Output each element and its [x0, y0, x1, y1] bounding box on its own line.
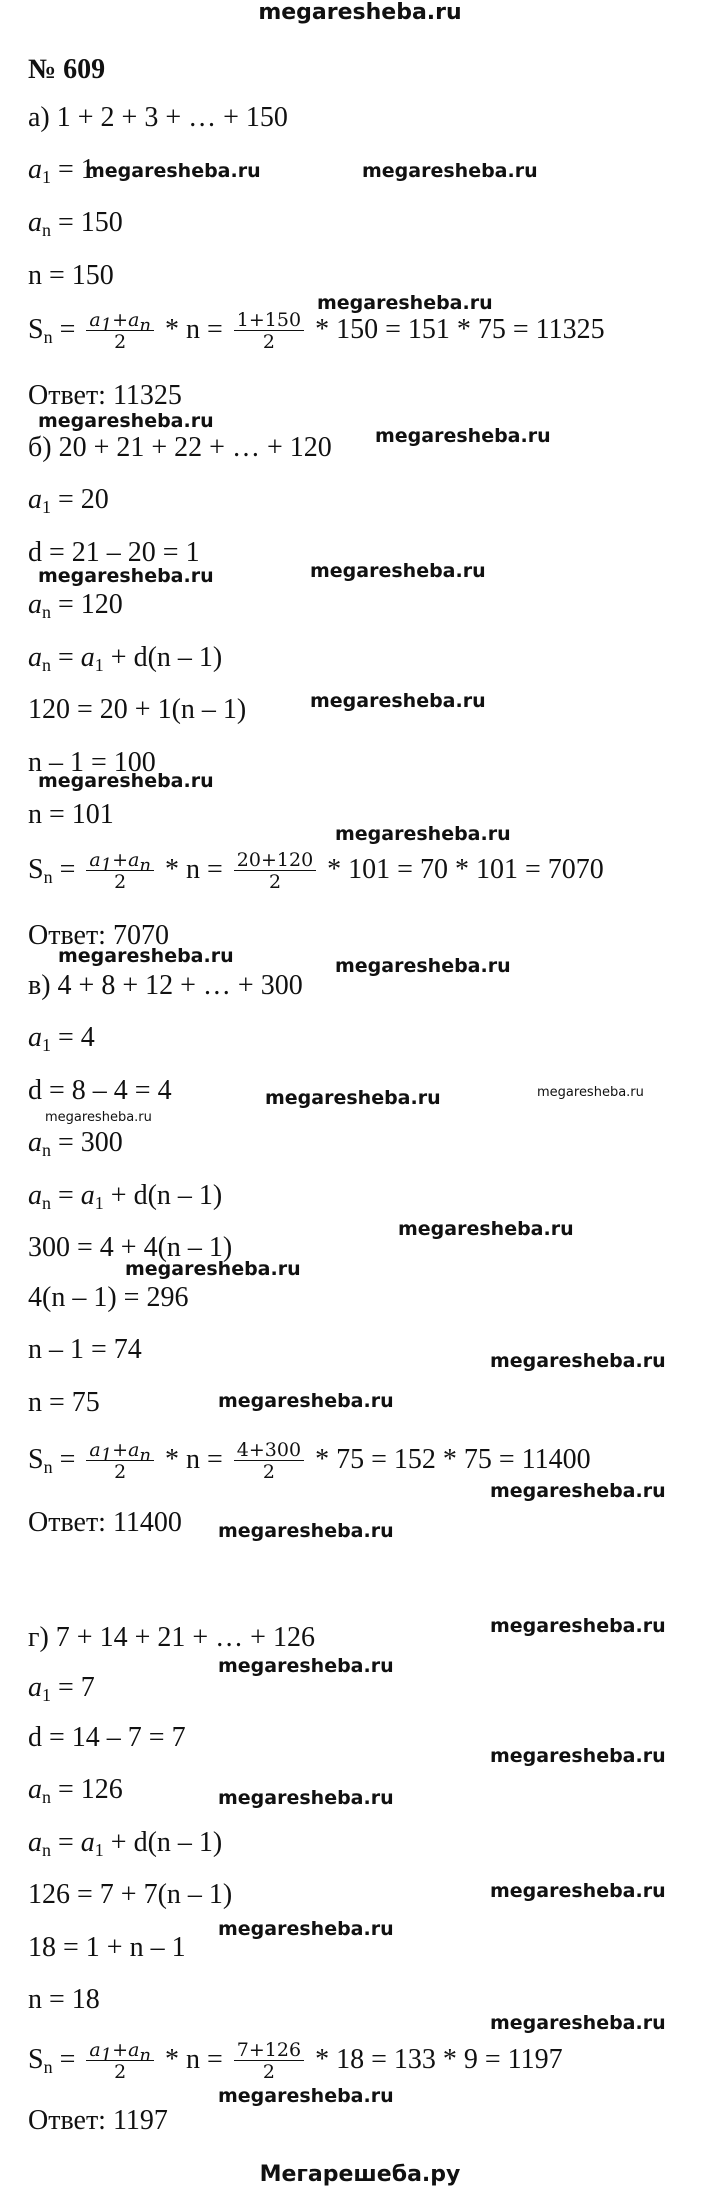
watermark: megaresheba.ru — [490, 1350, 666, 1372]
part-a-an: $a_n = 150$ — [28, 207, 123, 240]
part-v-title: в) 4 + 8 + 12 + … + 300 — [28, 970, 303, 1001]
part-b-sum: $S_n$ = $\frac{a_1+a_n}{2}$ * n = $\frac{20+120}{2}$ * 101 = 70 * 101 = 7070 — [28, 849, 604, 893]
part-a-answer: Ответ: 11325 — [28, 380, 182, 411]
part-g-d: d = 14 – 7 = 7 — [28, 1722, 186, 1753]
watermark: megaresheba.ru — [490, 2012, 666, 2034]
watermark: megaresheba.ru — [85, 160, 261, 182]
watermark: megaresheba.ru — [58, 945, 234, 967]
part-v-d: d = 8 – 4 = 4 — [28, 1075, 172, 1106]
watermark: megaresheba.ru — [218, 1520, 394, 1542]
watermark: megaresheba.ru — [490, 1880, 666, 1902]
part-b-d: d = 21 – 20 = 1 — [28, 537, 200, 568]
site-footer[interactable]: Мегарешеба.ру — [259, 2162, 461, 2187]
site-header[interactable]: megaresheba.ru — [258, 0, 462, 25]
watermark: megaresheba.ru — [398, 1218, 574, 1240]
watermark: megaresheba.ru — [265, 1087, 441, 1109]
watermark: megaresheba.ru — [45, 1110, 152, 1125]
watermark: megaresheba.ru — [38, 410, 214, 432]
watermark: megaresheba.ru — [218, 1655, 394, 1677]
part-g-an: $a_n = 126$ — [28, 1774, 123, 1807]
watermark: megaresheba.ru — [218, 1390, 394, 1412]
watermark: megaresheba.ru — [218, 1918, 394, 1940]
part-v-eq2: 4(n – 1) = 296 — [28, 1282, 189, 1313]
watermark: megaresheba.ru — [375, 425, 551, 447]
part-a-title: а) 1 + 2 + 3 + … + 150 — [28, 102, 288, 133]
part-g-eq3: n = 18 — [28, 1984, 100, 2015]
part-b-a1: $a_1 = 20$ — [28, 484, 109, 517]
part-g-answer: Ответ: 1197 — [28, 2105, 168, 2136]
part-v-eq4: n = 75 — [28, 1387, 100, 1418]
part-v-answer: Ответ: 11400 — [28, 1507, 182, 1538]
part-a-a1: $a_1 = 1$ — [28, 154, 95, 187]
problem-number: № 609 — [28, 54, 106, 85]
part-b-title: б) 20 + 21 + 22 + … + 120 — [28, 432, 332, 463]
watermark: megaresheba.ru — [335, 823, 511, 845]
part-v-sum: $S_n$ = $\frac{a_1+a_n}{2}$ * n = $\frac{4+300}{2}$ * 75 = 152 * 75 = 11400 — [28, 1439, 591, 1483]
watermark: megaresheba.ru — [310, 560, 486, 582]
part-v-a1: $a_1 = 4$ — [28, 1022, 95, 1055]
watermark: megaresheba.ru — [490, 1480, 666, 1502]
part-b-an: $a_n = 120$ — [28, 589, 123, 622]
watermark: megaresheba.ru — [218, 2085, 394, 2107]
watermark: megaresheba.ru — [218, 1787, 394, 1809]
part-g-eq2: 18 = 1 + n – 1 — [28, 1932, 186, 1963]
watermark: megaresheba.ru — [335, 955, 511, 977]
watermark: megaresheba.ru — [125, 1258, 301, 1280]
part-b-eq3: n = 101 — [28, 799, 114, 830]
part-g-title: г) 7 + 14 + 21 + … + 126 — [28, 1622, 315, 1653]
watermark: megaresheba.ru — [490, 1745, 666, 1767]
part-a-n: n = 150 — [28, 260, 114, 291]
part-b-eq1: 120 = 20 + 1(n – 1) — [28, 694, 247, 725]
part-b-eq2: n – 1 = 100 — [28, 747, 156, 778]
part-b-answer: Ответ: 7070 — [28, 920, 169, 951]
part-b-formula: $a_n = a_1 + d(n - 1)$ — [28, 642, 223, 675]
watermark: megaresheba.ru — [490, 1615, 666, 1637]
part-a-sum: $S_n$ = $\frac{a_1+a_n}{2}$ * n = $\frac{1+150}{2}$ * 150 = 151 * 75 = 11325 — [28, 309, 605, 353]
part-g-a1: $a_1 = 7$ — [28, 1672, 95, 1705]
watermark: megaresheba.ru — [38, 770, 214, 792]
part-v-an: $a_n = 300$ — [28, 1127, 123, 1160]
watermark: megaresheba.ru — [362, 160, 538, 182]
watermark: megaresheba.ru — [537, 1085, 644, 1100]
watermark: megaresheba.ru — [310, 690, 486, 712]
part-g-eq1: 126 = 7 + 7(n – 1) — [28, 1879, 233, 1910]
part-v-eq1: 300 = 4 + 4(n – 1) — [28, 1232, 233, 1263]
part-g-sum: $S_n$ = $\frac{a_1+a_n}{2}$ * n = $\frac{7+126}{2}$ * 18 = 133 * 9 = 1197 — [28, 2039, 563, 2083]
part-g-formula: $a_n = a_1 + d(n - 1)$ — [28, 1827, 223, 1860]
part-v-formula: $a_n = a_1 + d(n - 1)$ — [28, 1180, 223, 1213]
part-v-eq3: n – 1 = 74 — [28, 1334, 142, 1365]
watermark: megaresheba.ru — [317, 292, 493, 314]
watermark: megaresheba.ru — [38, 565, 214, 587]
